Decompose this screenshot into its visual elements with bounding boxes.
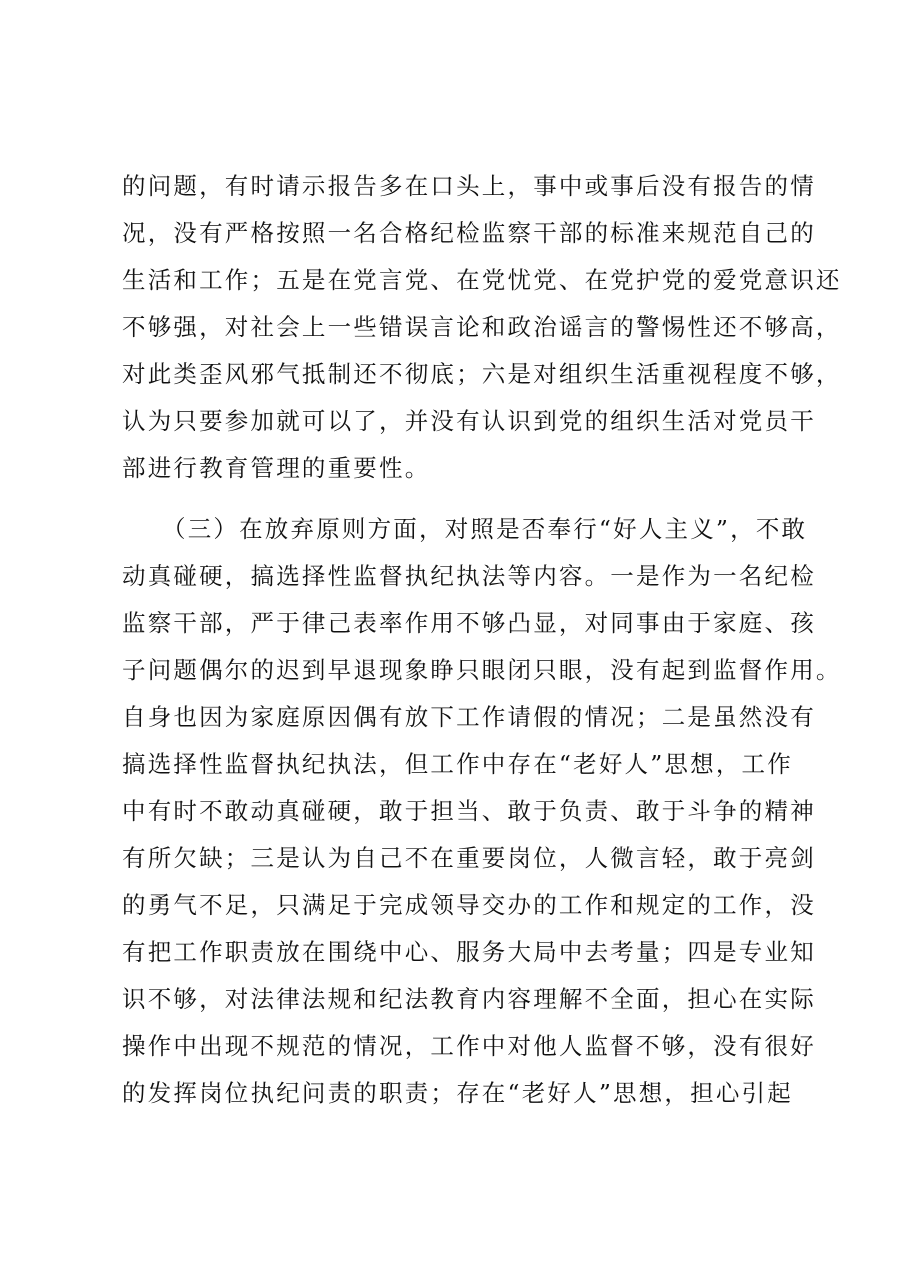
text-line: 的发挥岗位执纪问责的职责；存在“老好人”思想，担心引起	[122, 1079, 793, 1107]
paragraph-continuation	[122, 163, 842, 492]
text-line: 动真碰硬，搞选择性监督执纪执法等内容。一是作为一名纪检	[122, 562, 816, 590]
text-line: 操作中出现不规范的情况，工作中对他人监督不够，没有很好	[122, 1032, 816, 1060]
text-line: 认为只要参加就可以了，并没有认识到党的组织生活对党员干	[122, 407, 816, 435]
text-line: 搞选择性监督执纪执法，但工作中存在“老好人”思想，工作	[122, 750, 793, 778]
text-line: 对此类歪风邪气抵制还不彻底；六是对组织生活重视程度不够，	[122, 360, 842, 388]
text-line: 有所欠缺；三是认为自己不在重要岗位，人微言轻，敢于亮剑	[122, 844, 816, 872]
text-line: 监察干部，严于律己表率作用不够凸显，对同事由于家庭、孩	[122, 609, 816, 637]
text-line: 况，没有严格按照一名合格纪检监察干部的标准来规范自己的	[122, 219, 816, 247]
text-line: 生活和工作；五是在党言党、在党忧党、在党护党的爱党意识还	[122, 266, 842, 294]
text-line: 子问题偶尔的迟到早退现象睁只眼闭只眼，没有起到监督作用。	[122, 656, 842, 684]
text-line: 不够强，对社会上一些错误言论和政治谣言的警惕性还不够高，	[122, 313, 842, 341]
text-line: 识不够，对法律法规和纪法教育内容理解不全面，担心在实际	[122, 985, 816, 1013]
paragraph-section-three	[122, 506, 842, 1117]
section-heading-line: （三）在放弃原则方面，对照是否奉行“好人主义”，不敢	[162, 515, 808, 543]
text-line: 自身也因为家庭原因偶有放下工作请假的情况；二是虽然没有	[122, 703, 816, 731]
text-line: 的勇气不足，只满足于完成领导交办的工作和规定的工作，没	[122, 891, 816, 919]
text-line: 中有时不敢动真碰硬，敢于担当、敢于负责、敢于斗争的精神	[122, 797, 816, 825]
text-line: 的问题，有时请示报告多在口头上，事中或事后没有报告的情	[122, 172, 816, 200]
text-line: 有把工作职责放在围绕中心、服务大局中去考量；四是专业知	[122, 938, 816, 966]
text-line: 部进行教育管理的重要性。	[122, 454, 431, 482]
